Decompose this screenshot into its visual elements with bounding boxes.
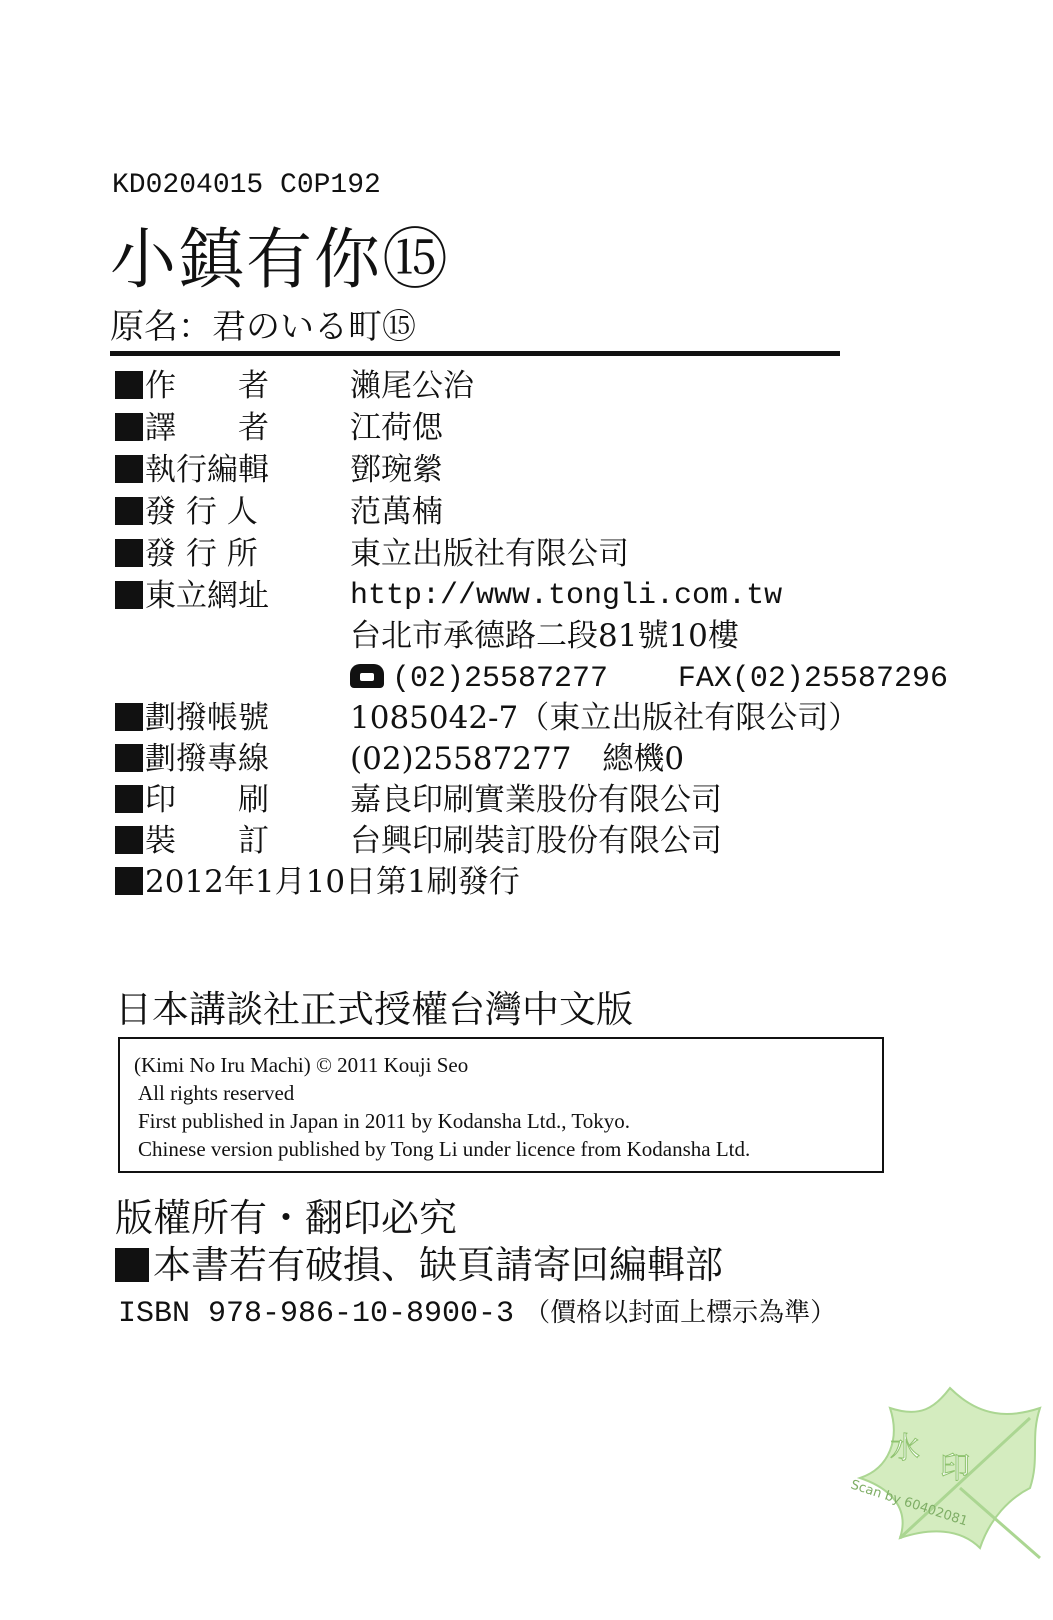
credit-label: 執行編輯 (145, 452, 269, 488)
credit-label: 劃撥帳號 (145, 700, 269, 736)
credit-value: 范萬楠 (350, 494, 443, 530)
credit-label: 印 刷 (145, 782, 269, 818)
credit-label: 東立網址 (145, 578, 269, 614)
bullet-square (115, 744, 143, 772)
copyright-box (118, 1037, 884, 1173)
bullet-square (115, 785, 143, 813)
credit-value: 江荷偲 (350, 410, 443, 446)
watermark-char-2: 印 (940, 1451, 970, 1486)
damage-notice: 本書若有破損、缺頁請寄回編輯部 (153, 1243, 724, 1287)
catalog-code: KD0204015 C0P192 (112, 170, 381, 201)
website-url: http://www.tongli.com.tw (350, 579, 783, 613)
damage-notice-row (115, 1242, 723, 1288)
rights-notice: 版權所有・翻印必究 (115, 1196, 458, 1240)
copyright-line: (Kimi No Iru Machi) © 2011 Kouji Seo (134, 1053, 469, 1077)
credit-value: 嘉良印刷實業股份有限公司 (350, 782, 722, 818)
credit-value: 1085042-7（東立出版社有限公司） (350, 700, 860, 736)
credit-label: 裝 訂 (145, 823, 269, 859)
copyright-line: Chinese version published by Tong Li under licence from Kodansha Ltd. (138, 1137, 751, 1161)
credit-label: 發 行 人 (145, 494, 258, 530)
credit-label: 作 者 (145, 368, 269, 404)
title-divider (110, 351, 840, 356)
copyright-line: All rights reserved (138, 1081, 295, 1105)
bullet-square (115, 581, 143, 609)
phone-number: (02)25587277 (392, 662, 609, 696)
bullet-square (115, 371, 143, 399)
copyright-line: First published in Japan in 2011 by Kodansha Ltd., Tokyo. (138, 1109, 631, 1133)
bullet-square (115, 539, 143, 567)
telephone-icon (350, 664, 384, 688)
bullet-square (115, 1248, 149, 1282)
credit-value: 瀨尾公治 (350, 368, 474, 404)
isbn: ISBN 978-986-10-8900-3 (118, 1297, 515, 1331)
credit-value: (02)25587277 總機0 (350, 741, 685, 777)
bullet-square (115, 826, 143, 854)
fax-number: FAX(02)25587296 (677, 662, 948, 696)
address: 台北市承德路二段81號10樓 (350, 618, 739, 654)
book-title: 小鎮有你⑮ (110, 221, 450, 298)
credit-value: 東立出版社有限公司 (350, 536, 629, 572)
bullet-square (115, 455, 143, 483)
credit-label: 劃撥專線 (145, 741, 269, 777)
bullet-square (115, 497, 143, 525)
authorization-line: 日本講談社正式授權台灣中文版 (115, 988, 633, 1031)
release-date: 2012年1月10日第1刷發行 (145, 864, 520, 900)
credit-value: 鄧琬縈 (350, 452, 443, 488)
credit-label: 發 行 所 (145, 536, 258, 572)
original-title: 原名：君のいる町⑮ (110, 307, 416, 347)
credit-label: 譯 者 (145, 410, 269, 446)
watermark-caption: Scan by 60402081 (848, 1477, 970, 1530)
bullet-square (115, 867, 143, 895)
bullet-square (115, 703, 143, 731)
credit-value: 台興印刷裝訂股份有限公司 (350, 823, 722, 859)
bullet-square (115, 413, 143, 441)
price-note: （價格以封面上標示為準） (524, 1298, 837, 1328)
leaf-watermark (840, 1378, 1050, 1578)
watermark-char-1: 水 (890, 1431, 920, 1466)
isbn-row (118, 1292, 836, 1334)
